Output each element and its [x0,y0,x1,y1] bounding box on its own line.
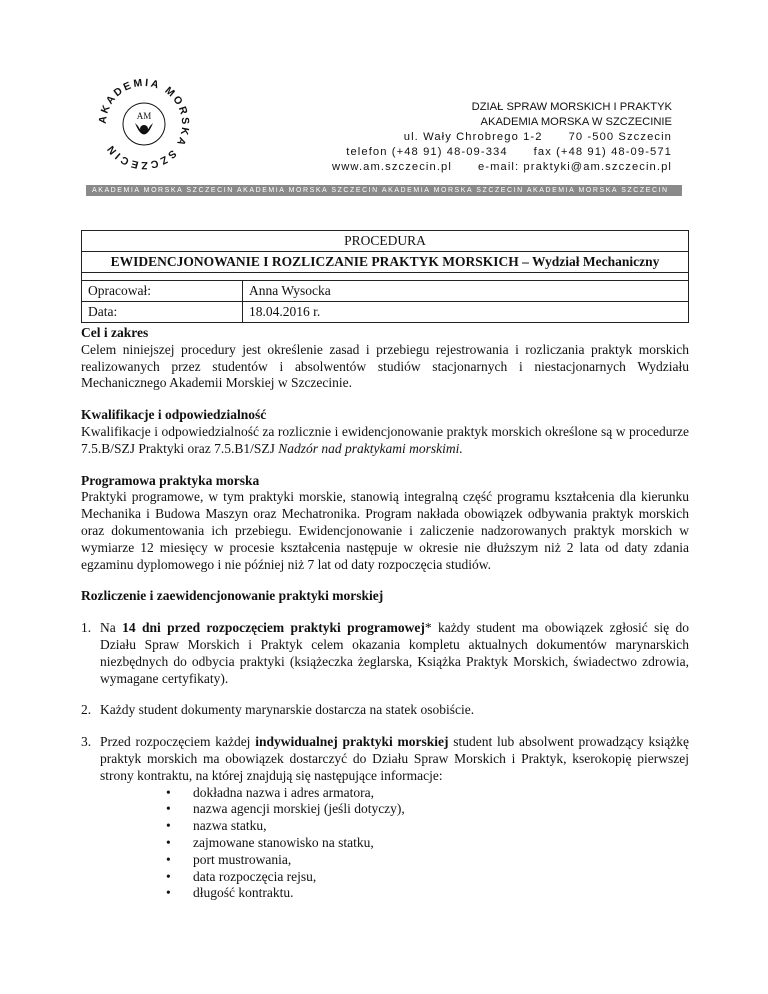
section-text: Praktyki programowe, w tym praktyki morskie, stanowią integralną część programu kształcenia dla kierunku Mechanika i Budowa Maszyn oraz Mechatronika. Program nakłada obowiązek odbywania praktyk morskich oraz dokumentowania ich przebiegu. Ewidencjonowanie i zaliczenie nadzorowanych praktyk morskich w wymiarze 12 miesięcy w procesie kształcenia następuje w okresie nie dłuższym niż 2 lata od daty zdania egzaminu dyplomowego i nie później niż 7 lat od daty rozpoczęcia studiów. [81,489,689,572]
header-band: AKADEMIA MORSKA SZCZECIN AKADEMIA MORSKA SZCZECIN AKADEMIA MORSKA SZCZECIN AKADEMIA MORSKA SZCZECIN [86,185,682,196]
logo-ring-text: AKADEMIA MORSKA SZCZECIN [96,76,192,172]
section-purpose [81,325,689,392]
procedure-title: PROCEDURA [82,231,689,252]
section-program-practice [81,473,689,574]
document-body [81,325,689,917]
bullet-item: • port mustrowania, [166,851,292,867]
list-item: 1. Na 14 dni przed rozpoczęciem praktyki programowej* każdy student ma obowiązek zgłosić się do Działu Spraw Morskich i Praktyk celem okazania kompletu aktualnych dokumentów marynarskich niezbędnych do odbycia praktyki (książeczka żeglarska, Książka Praktyk Morskich, świadectwo zdrowia, wymagane certyfikaty). [81,620,690,686]
web-line [332,160,672,175]
email-link[interactable]: e-mail: praktyki@am.szczecin.pl [477,161,672,173]
phone-line: telefon (+48 91) 48-09-334 fax (+48 91) 48-09-571 [346,146,672,158]
bullet-item: • zajmowane stanowisko na statku, [166,834,374,850]
section-settlement [81,588,689,902]
list-item: 3. Przed rozpoczęciem każdej indywidualnej praktyki morskiej student lub absolwent prowadzący książkę praktyk morskich ma obowiązek dostarczyć do Działu Spraw Morskich i Praktyk, kserokopię pierwszej strony kontraktu, na której znajdują się następujące informacje: • dokładna nazwa i adres armatora, • nazwa agencji morskiej (jeśli dotyczy), • nazwa statku, • zajmowane stanowisko na statku, • port mustrowania, • data rozpoczęcia rejsu, • długość kontraktu. [81,734,689,901]
section-text: Kwalifikacje i odpowiedzialność za rozlicznie i ewidencjonowanie praktyk morskich określone są w procedurze 7.5.B/SZJ Praktyki oraz 7.5.B1/SZJ Nadzór nad praktykami morskimi. [81,423,689,456]
section-heading: Kwalifikacje i odpowiedzialność [81,407,267,423]
date-label: Data: [82,302,243,323]
list-item: 2. Każdy student dokumenty marynarskie dostarcza na statek osobiście. [81,702,475,718]
bullet-item: • data rozpoczęcia rejsu, [166,868,317,884]
bullet-item: • długość kontraktu. [166,885,294,901]
svg-text:AKADEMIA MORSKA SZCZECIN [97,77,191,171]
section-qualifications [81,407,689,457]
website-link[interactable]: www.am.szczecin.pl [332,161,452,173]
date-value: 18.04.2016 r. [243,302,689,323]
section-text: Celem niniejszej procedury jest określenie zasad i przebiegu rejestrowania i rozliczania praktyk morskich realizowanych przez studentów i absolwentów studiów stacjonarnych i niestacjonarnych Wydziału Mechanicznego Akademii Morskiej w Szczecinie. [81,341,689,391]
department-name: DZIAŁ SPRAW MORSKICH I PRAKTYK [471,101,672,113]
department-header [332,100,672,175]
address-line: ul. Wały Chrobrego 1-2 70 -500 Szczecin [403,131,672,143]
section-heading: Cel i zakres [81,325,149,340]
procedure-subtitle: EWIDENCJONOWANIE I ROZLICZANIE PRAKTYK MORSKICH – Wydział Mechaniczny [82,252,689,273]
logo-monogram: AM [136,111,152,121]
section-heading: Programowa praktyka morska [81,472,260,488]
contract-info-list [166,785,689,903]
procedure-table [81,230,689,323]
university-logo [96,76,192,172]
bullet-item: • nazwa agencji morskiej (jeśli dotyczy), [166,801,405,817]
author-label: Opracował: [82,281,243,302]
settlement-list [81,620,689,902]
bullet-item: • dokładna nazwa i adres armatora, [166,784,375,800]
section-heading: Rozliczenie i zaewidencjonowanie praktyki morskiej [81,588,384,604]
author-value: Anna Wysocka [243,281,689,302]
bullet-item: • nazwa statku, [166,818,267,834]
university-name: AKADEMIA MORSKA W SZCZECINIE [480,116,672,128]
